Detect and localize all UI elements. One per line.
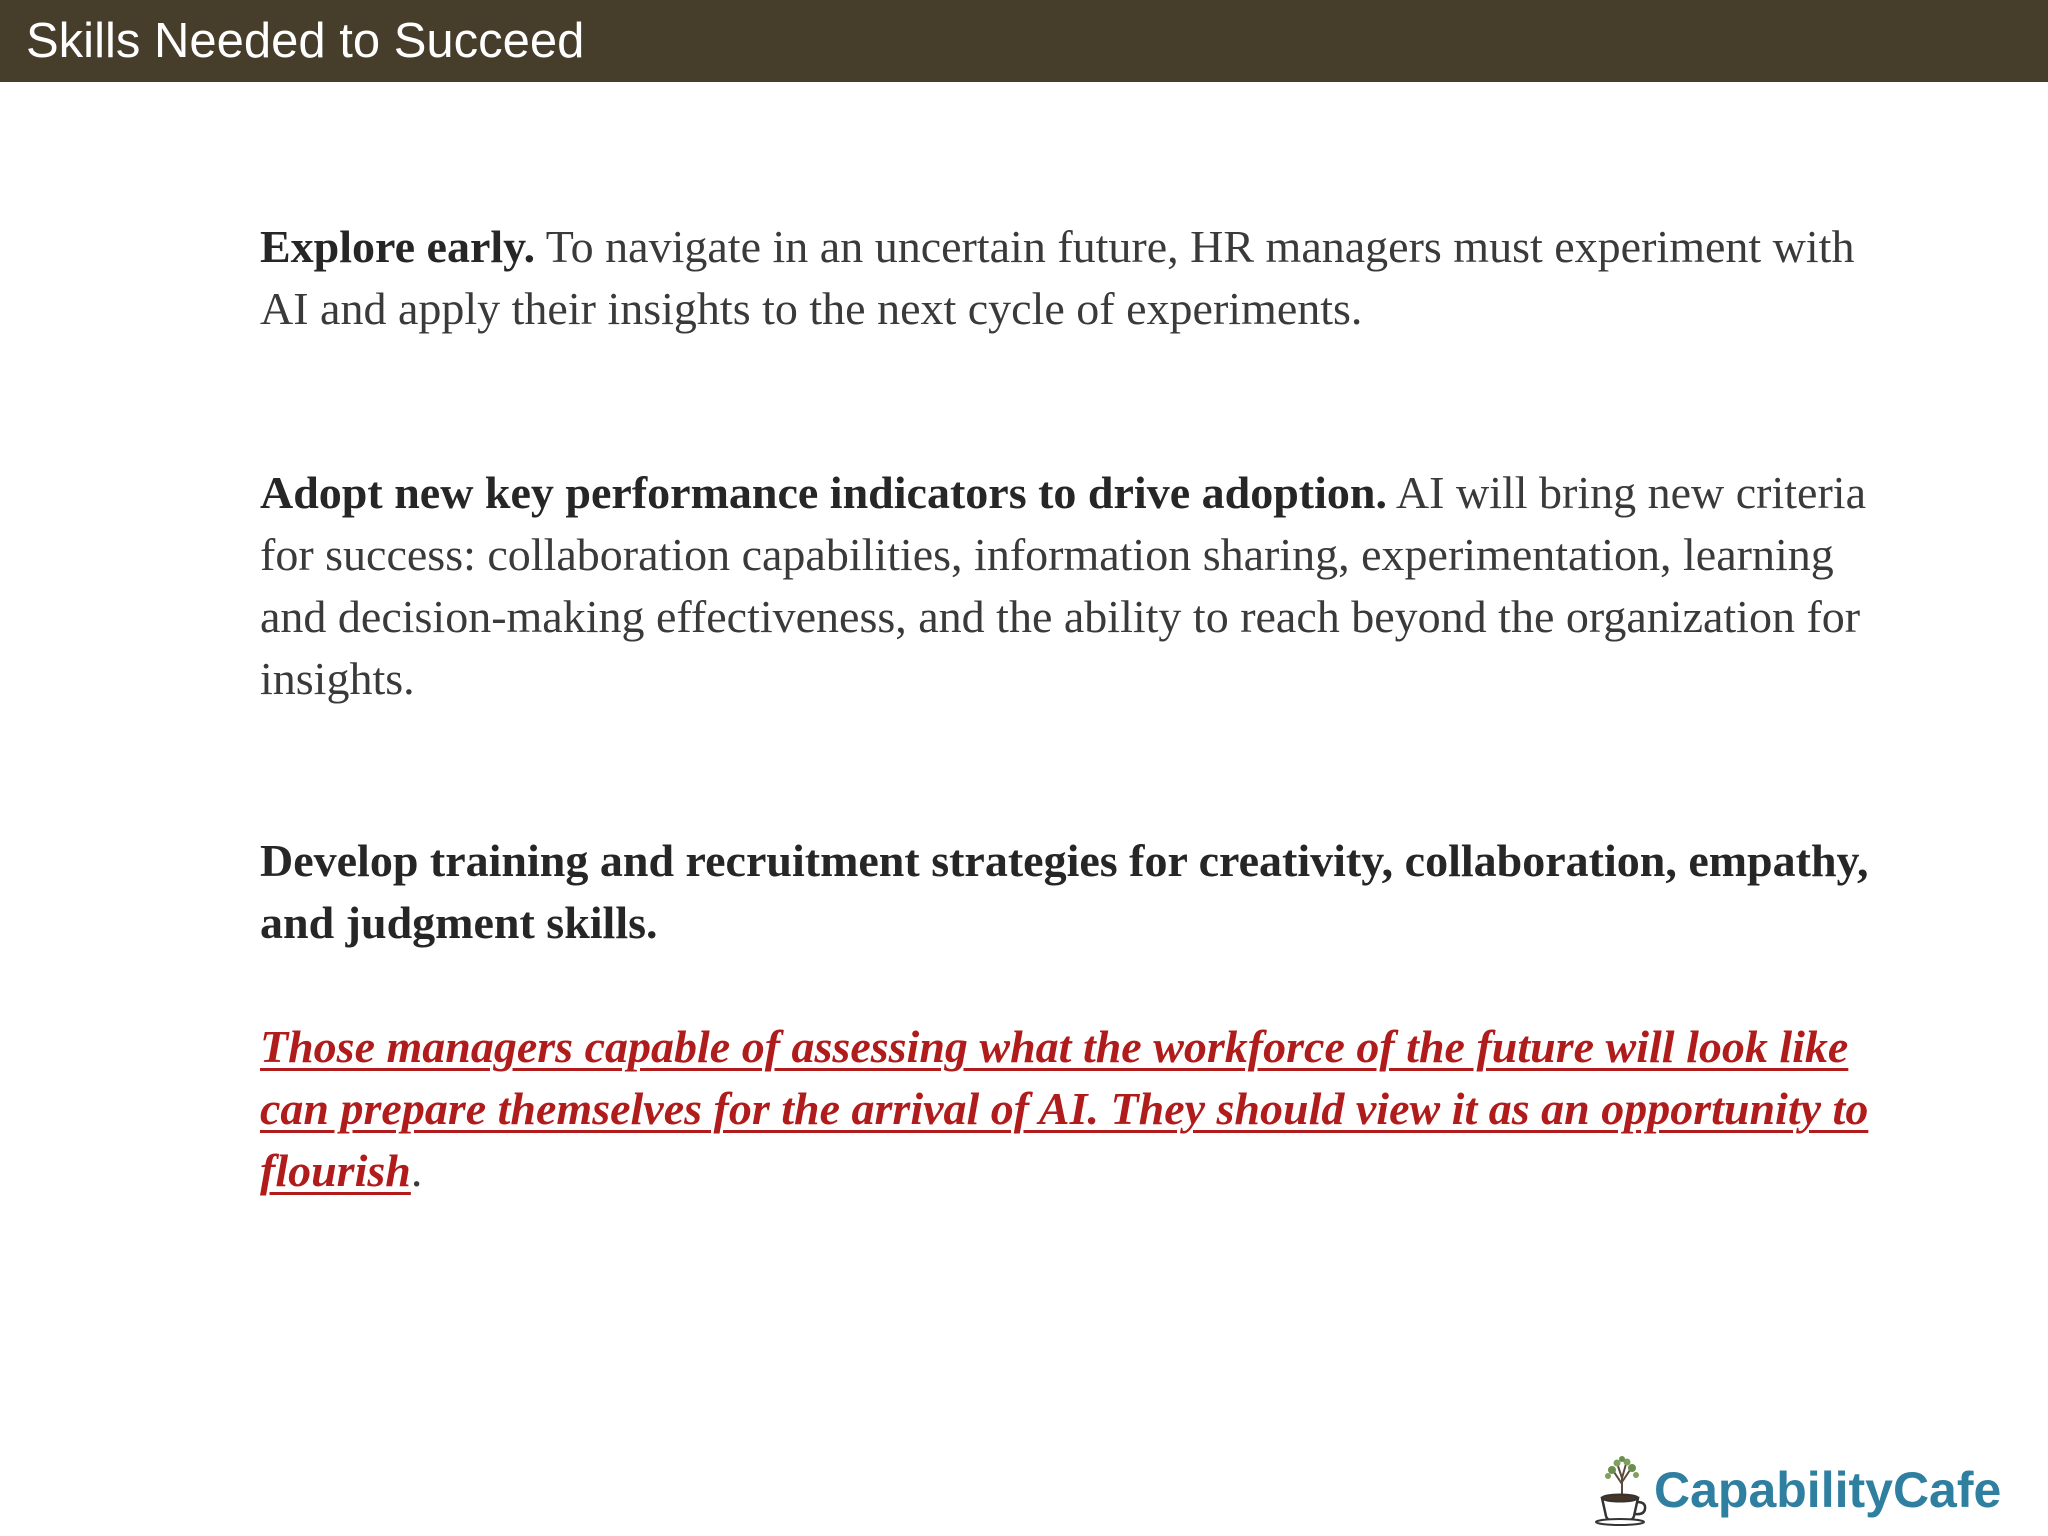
- section-lead: Adopt new key performance indicators to drive adoption.: [260, 467, 1387, 518]
- closing-period: .: [410, 1145, 423, 1196]
- section-adopt-kpis: [260, 462, 1880, 710]
- title-bar: [0, 0, 2048, 82]
- section-lead: Explore early.: [260, 221, 536, 272]
- slide-title: Skills Needed to Succeed: [26, 14, 585, 68]
- closing-emphasis: Those managers capable of assessing what the workforce of the future will look like can prepare themselves for the arrival of AI. They should view it as an opportunity to flourish: [260, 1021, 1869, 1196]
- section-body: To navigate in an uncertain future, HR managers must experiment with AI and apply their insights to the next cycle of experiments.: [260, 221, 1855, 334]
- logo-wordmark: CapabilityCafe: [1654, 1462, 2002, 1518]
- closing-statement: [260, 1016, 1880, 1202]
- section-develop-training: [260, 830, 1880, 954]
- capability-cafe-logo: [1594, 1454, 2001, 1526]
- coffee-cup-tree-icon: [1594, 1454, 1650, 1526]
- section-explore-early: [260, 216, 1880, 340]
- section-body: AI will bring new criteria for success: collaboration capabilities, information sharing, experimentation, learning and decision-making effectiveness, and the ability to reach beyond the organization for insights.: [260, 467, 1866, 704]
- section-lead: Develop training and recruitment strategies for creativity, collaboration, empathy, and judgment skills.: [260, 835, 1869, 948]
